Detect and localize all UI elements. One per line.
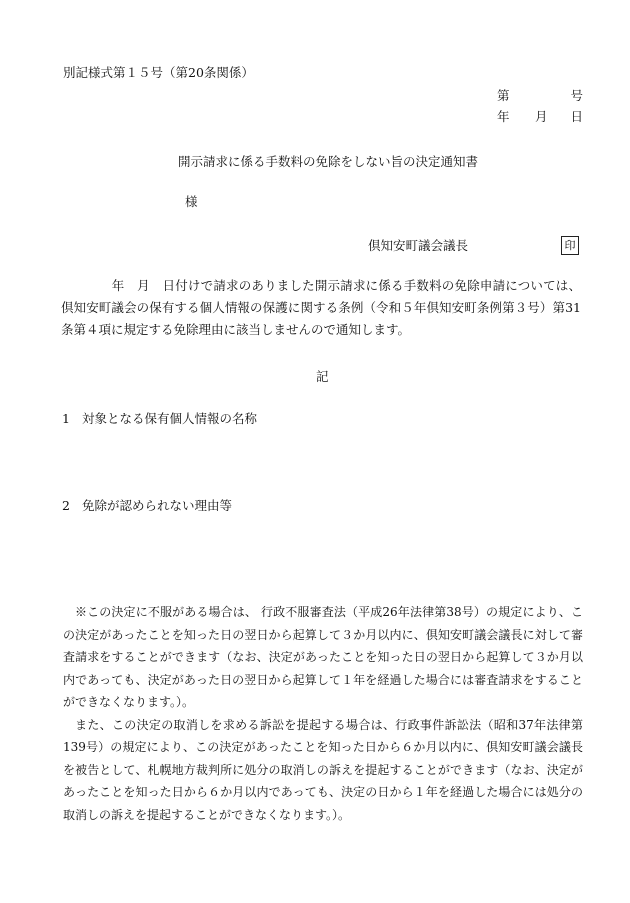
item-text: 免除が認められない理由等	[82, 498, 233, 513]
ki-heading: 記	[316, 369, 329, 384]
item-text: 対象となる保有個人情報の名称	[82, 411, 258, 426]
form-label: 別記様式第１５号（第20条関係）	[63, 65, 254, 80]
list-item	[62, 500, 232, 513]
item-number: 2	[62, 498, 70, 513]
note-paragraph-2: また、この決定の取消しを求める訴訟を提起する場合は、行政事件訴訟法（昭和37年法律第139号）の規定により、この決定があったことを知った日から６か月以内に、倶知安町議会議長を被告として、札幌地方裁判所に処分の取消しの訴えを提起することができます（なお、決定があったことを知った日から６か月以内であっても、決定の日から１年を経過した場合には処分の取消しの訴えを提起することができなくなります。）。	[63, 717, 583, 822]
date-month: 月	[535, 109, 548, 124]
sender-name: 倶知安町議会議長	[368, 238, 469, 253]
seal-box: 印	[561, 236, 579, 255]
document-title: 開示請求に係る手数料の免除をしない旨の決定通知書	[178, 154, 479, 169]
body-paragraph: 年 月 日付けで請求のありました開示請求に係る手数料の免除申請については、倶知安町議会の保有する個人情報の保護に関する条例（令和５年倶知安町条例第３号）第31条第４項に規定する免除理由に該当しませんので通知します。	[61, 278, 581, 337]
recipient-suffix: 様	[185, 194, 198, 209]
appeal-note	[63, 601, 583, 826]
number-suffix: 号	[570, 88, 583, 103]
number-prefix: 第	[497, 88, 510, 103]
list-item	[62, 413, 257, 426]
date-day: 日	[570, 109, 583, 124]
note-paragraph-1: ※この決定に不服がある場合は、 行政不服審査法（平成26年法律第38号）の規定により、この決定があったことを知った日の翌日から起算して３か月以内に、倶知安町議会議長に対して審査請求をすることができます（なお、決定があったことを知った日の翌日から起算して３か月以内であっても、決定があった日の翌日から起算して１年を経過した場合には審査請求をすることができなくなります。）。	[63, 605, 583, 709]
item-number: 1	[62, 411, 70, 426]
date-year: 年	[497, 109, 510, 124]
